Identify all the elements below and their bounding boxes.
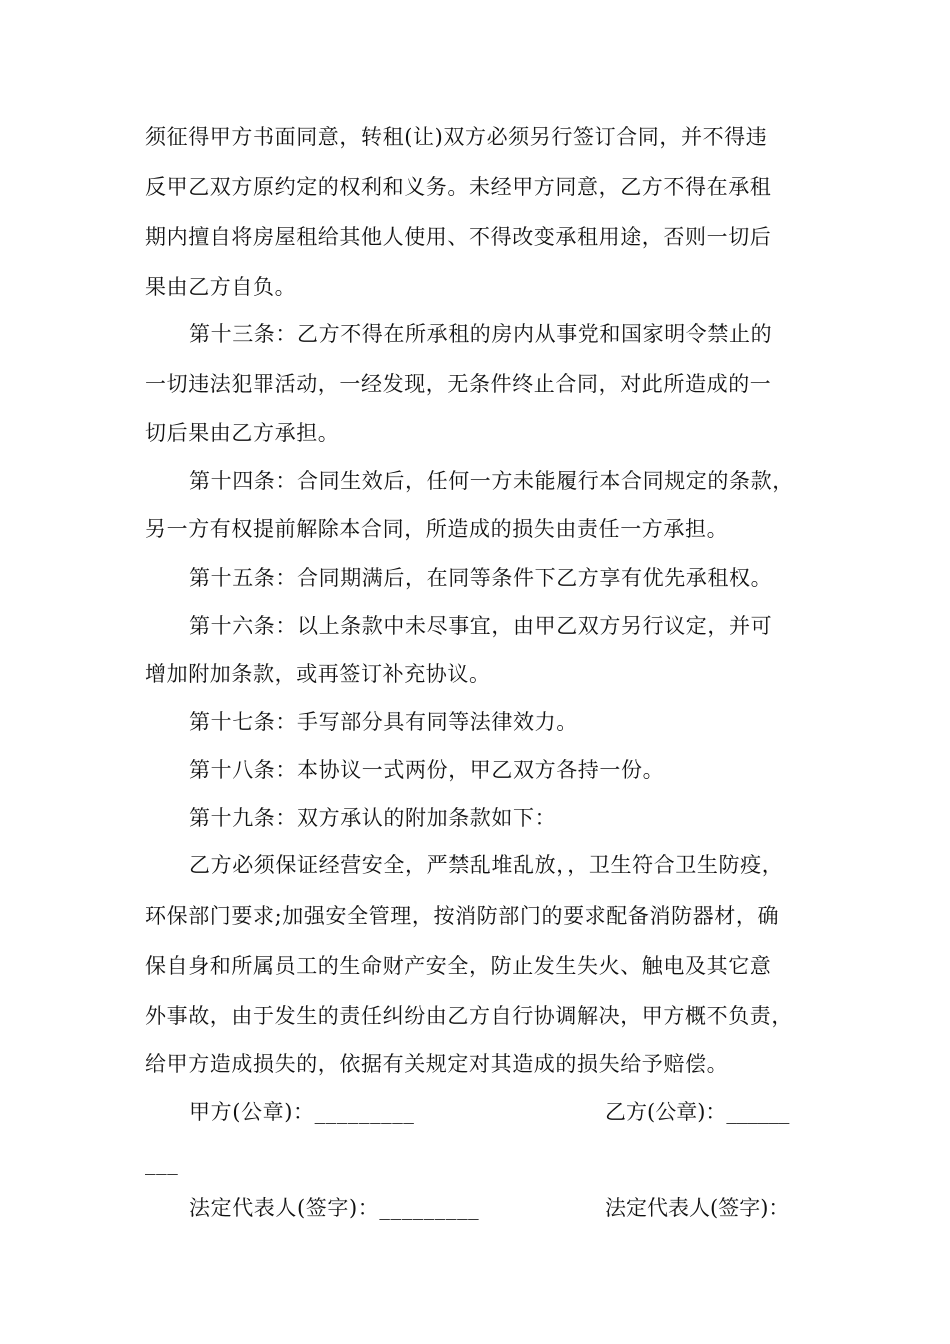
party-b-seal-field-continuation: ___ [145, 1151, 179, 1175]
paragraph-line: 期内擅自将房屋租给其他人使用、不得改变承租用途，否则一切后 [145, 225, 772, 249]
party-b-seal-field: 乙方(公章)：______ [605, 1100, 790, 1124]
article-18-line: 第十八条：本协议一式两份，甲乙双方各持一份。 [189, 758, 665, 782]
paragraph-line: 须征得甲方书面同意，转租(让)双方必须另行签订合同，并不得违 [145, 125, 768, 149]
party-b-representative-field: 法定代表人(签字)： [605, 1196, 790, 1220]
additional-terms-line: 环保部门要求;加强安全管理，按消防部门的要求配备消防器材，确 [145, 904, 780, 928]
article-13-line: 一切违法犯罪活动，一经发现，无条件终止合同，对此所造成的一 [145, 372, 772, 396]
article-14-line: 另一方有权提前解除本合同，所造成的损失由责任一方承担。 [145, 517, 729, 541]
paragraph-line: 反甲乙双方原约定的权利和义务。未经甲方同意，乙方不得在承租 [145, 175, 772, 199]
article-13-line: 第十三条：乙方不得在所承租的房内从事党和国家明令禁止的 [189, 322, 773, 346]
party-a-seal-field: 甲方(公章)：_________ [189, 1100, 415, 1124]
paragraph-line: 果由乙方自负。 [145, 275, 297, 299]
additional-terms-line: 保自身和所属员工的生命财产安全，防止发生失火、触电及其它意 [145, 954, 772, 978]
additional-terms-line: 给甲方造成损失的，依据有关规定对其造成的损失给予赔偿。 [145, 1052, 729, 1076]
article-15-line: 第十五条：合同期满后，在同等条件下乙方享有优先承租权。 [189, 566, 773, 590]
party-a-representative-field: 法定代表人(签字)：_________ [189, 1196, 480, 1220]
article-19-line: 第十九条：双方承认的附加条款如下： [189, 806, 557, 830]
article-16-line: 第十六条：以上条款中未尽事宜，由甲乙双方另行议定，并可 [189, 614, 773, 638]
article-13-line: 切后果由乙方承担。 [145, 421, 340, 445]
article-14-line: 第十四条：合同生效后，任何一方未能履行本合同规定的条款， [189, 469, 794, 493]
article-17-line: 第十七条：手写部分具有同等法律效力。 [189, 710, 578, 734]
article-16-line: 增加附加条款，或再签订补充协议。 [145, 662, 491, 686]
additional-terms-line: 外事故，由于发生的责任纠纷由乙方自行协调解决，甲方概不负责， [145, 1004, 793, 1028]
additional-terms-line: 乙方必须保证经营安全，严禁乱堆乱放，，卫生符合卫生防疫， [189, 853, 784, 877]
